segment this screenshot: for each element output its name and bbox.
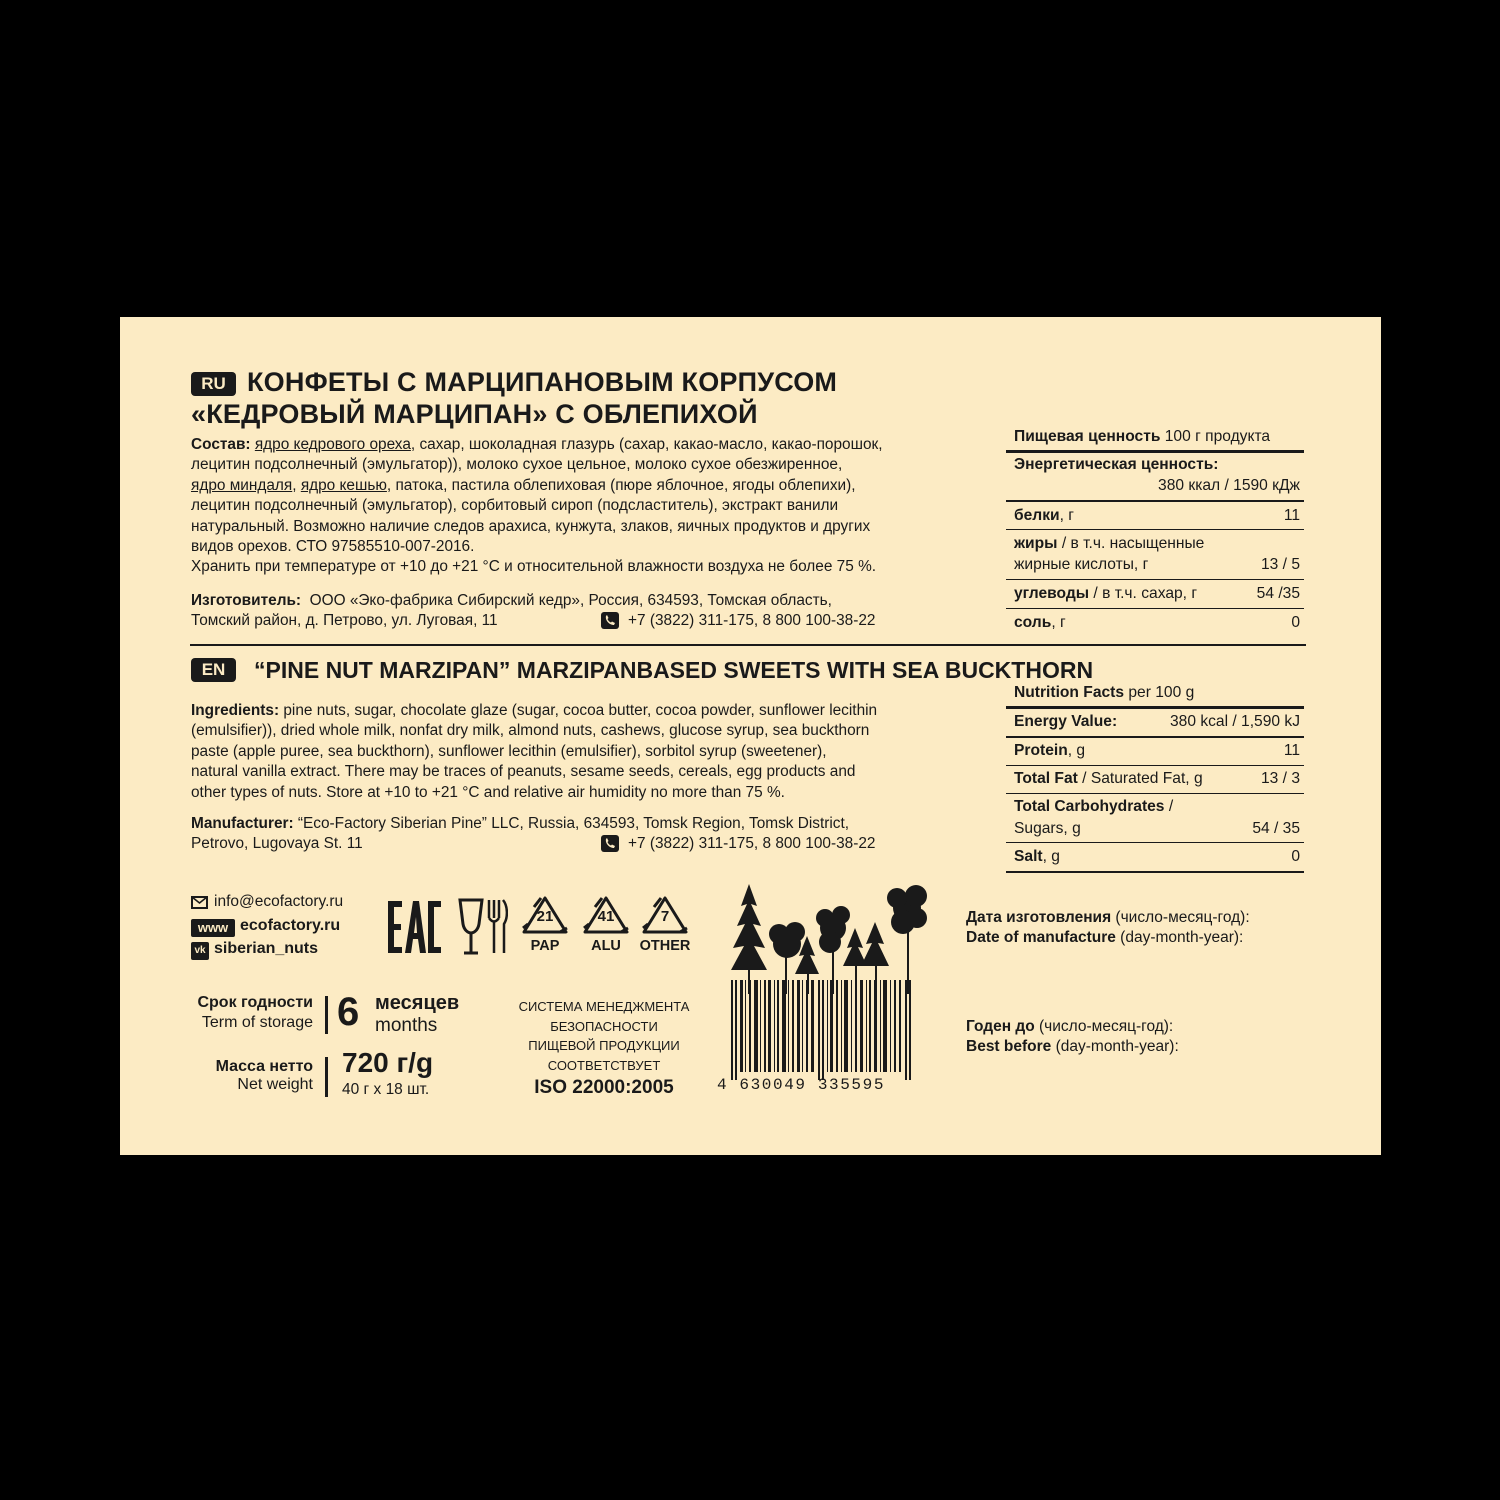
ru-composition-text: лецитин подсолнечный (эмульгатор), сорбитовый сироп (подсластитель), экстракт ванили xyxy=(191,497,839,515)
en-manufacturer-text: “Eco-Factory Siberian Pine” LLC, Russia, 634593, Tomsk Region, Tomsk District, xyxy=(293,815,850,832)
en-manufacturer-text: Petrovo, Lugovaya St. 11 xyxy=(191,835,363,853)
net-weight-divider xyxy=(325,1057,328,1097)
contact-social[interactable]: siberian_nuts xyxy=(214,940,319,957)
contact-website[interactable]: ecofactory.ru xyxy=(240,917,341,934)
barcode-digits: 4 630049 335595 xyxy=(717,1076,886,1094)
en-ingredients-text: natural vanilla extract. There may be traces of peanuts, sesame seeds, cereals, egg products and xyxy=(191,763,856,781)
ru-composition-text: , xyxy=(292,476,301,494)
forest-trees-icon xyxy=(717,884,937,994)
ru-protein-value: 11 xyxy=(1283,507,1300,524)
ru-language-badge: RU xyxy=(191,372,236,396)
ru-manufacturer-text: ООО «Эко-фабрика Сибирский кедр», Россия, 634593, Томская область, xyxy=(309,592,832,609)
best-before-label: Годен до (число-месяц-год): Best before (day-month-year): xyxy=(966,1018,1179,1055)
ru-composition xyxy=(191,435,991,578)
en-product-title: “PINE NUT MARZIPAN” MARZIPANBASED SWEETS WITH SEA BUCKTHORN xyxy=(254,657,1094,683)
en-ingredients-text: paste (apple puree, sea buckthorn), sunflower lecithin (emulsifier), sorbitol syrup (sweetener), xyxy=(191,742,827,760)
section-divider xyxy=(190,644,1306,646)
en-phone: +7 (3822) 311-175, 8 800 100-38-22 xyxy=(628,835,876,852)
en-ingredients-text: pine nuts, sugar, chocolate glaze (sugar, cocoa butter, cocoa powder, sunflower lecithin xyxy=(279,702,878,719)
en-ingredients-text: other types of nuts. Store at +10 to +21 °C and relative air humidity no more than 75 %. xyxy=(191,783,785,801)
ru-composition-text: лецитин подсолнечный (эмульгатор)), молоко сухое цельное, молоко сухое обезжиренное, xyxy=(191,456,843,474)
en-nutrition-table xyxy=(1006,682,1304,874)
ru-nutrition-table xyxy=(1006,425,1304,639)
forest-barcode xyxy=(717,884,937,1099)
en-fat-label: Total Fat / Saturated Fat, g xyxy=(1014,770,1203,787)
shelf-life-value: 6 xyxy=(337,990,360,1034)
en-carb-label-line2: Sugars, g xyxy=(1014,820,1081,837)
ru-allergen-almond: ядро миндаля xyxy=(191,476,293,494)
certification-text: БЕЗОПАСНОСТИ xyxy=(550,1018,658,1034)
shelf-life-label-en: Term of storage xyxy=(201,1014,313,1031)
recycle-label: OTHER xyxy=(639,938,691,954)
en-carb-value: 54 / 35 xyxy=(1252,820,1300,837)
ru-fat-label-line2: жирные кислоты, г xyxy=(1014,556,1149,573)
phone-icon xyxy=(601,612,619,629)
en-salt-value: 0 xyxy=(1291,848,1300,865)
ru-carb-value: 54 /35 xyxy=(1256,585,1300,602)
www-badge: www xyxy=(191,919,235,937)
eac-mark-icon xyxy=(386,899,443,955)
ru-phone: +7 (3822) 311-175, 8 800 100-38-22 xyxy=(628,612,876,629)
en-energy-label: Energy Value: xyxy=(1014,713,1118,730)
certification-text: СИСТЕМА МЕНЕДЖМЕНТА xyxy=(518,999,690,1014)
en-language-badge: EN xyxy=(191,658,236,682)
net-weight-value: 720 г/g xyxy=(342,1047,434,1078)
recycle-number: 21 xyxy=(536,908,554,925)
barcode-bars-icon xyxy=(731,980,913,1080)
en-fat-value: 13 / 3 xyxy=(1260,770,1300,787)
en-nutrition-header: Nutrition Facts per 100 g xyxy=(1014,684,1195,701)
mail-icon xyxy=(191,896,208,909)
recycle-symbol-paper xyxy=(520,895,570,957)
ru-carb-label: углеводы / в т.ч. сахар, г xyxy=(1014,585,1198,602)
ru-nutrition-header: Пищевая ценность 100 г продукта xyxy=(1014,428,1271,445)
iso-certification xyxy=(504,997,704,1098)
ru-fat-label: жиры / в т.ч. насыщенные xyxy=(1014,535,1205,552)
certification-text: ПИЩЕВОЙ ПРОДУКЦИИ xyxy=(528,1038,680,1053)
ru-allergen-pine: ядро кедрового ореха xyxy=(254,436,411,453)
recycle-label: PAP xyxy=(530,938,560,954)
vk-badge: vk xyxy=(191,942,209,960)
ru-manufacturer-text: Томский район, д. Петрово, ул. Луговая, 11 xyxy=(191,612,498,630)
ru-protein-label: белки, г xyxy=(1014,507,1074,524)
product-label xyxy=(120,317,1381,1155)
ru-fat-value: 13 / 5 xyxy=(1260,556,1300,573)
ru-composition-text: видов орехов. СТО 97585510-007-2016. xyxy=(191,538,475,556)
ru-product-title-line1: КОНФЕТЫ С МАРЦИПАНОВЫМ КОРПУСОМ xyxy=(247,367,838,397)
certification-text: СООТВЕТСТВУЕТ xyxy=(547,1057,661,1073)
ru-composition-text: натуральный. Возможно наличие следов арахиса, кунжута, злаков, яичных продуктов и других xyxy=(191,517,871,535)
en-ingredients-text: (emulsifier)), dried whole milk, nonfat dry milk, almond nuts, cashews, glucose syrup, sea buckthorn xyxy=(191,722,870,740)
iso-standard: ISO 22000:2005 xyxy=(534,1077,674,1098)
en-protein-label: Protein, g xyxy=(1014,742,1086,759)
contact-email[interactable]: info@ecofactory.ru xyxy=(214,893,344,910)
net-weight-label-en: Net weight xyxy=(237,1076,313,1093)
food-safe-glass-fork-icon xyxy=(456,898,508,956)
en-protein-value: 11 xyxy=(1283,742,1300,759)
shelf-life-unit-ru: месяцев xyxy=(375,992,460,1014)
manufacture-date-label: Дата изготовления (число-месяц-год): Date of manufacture (day-month-year): xyxy=(966,909,1250,946)
ru-salt-label: соль, г xyxy=(1014,614,1066,631)
en-manufacturer-label: Manufacturer: xyxy=(191,815,294,832)
en-carb-label: Total Carbohydrates / xyxy=(1014,798,1174,815)
recycle-label: ALU xyxy=(591,938,621,954)
ru-energy-label: Энергетическая ценность: xyxy=(1014,456,1219,473)
ru-composition-text: , патока, пастила облепиховая (пюре яблочное, ягоды облепихи), xyxy=(386,476,856,494)
shelf-life-label-ru: Срок годности xyxy=(197,994,313,1011)
recycle-number: 41 xyxy=(597,908,615,925)
en-energy-value: 380 kcal / 1,590 kJ xyxy=(1169,713,1300,730)
net-weight-pack: 40 г х 18 шт. xyxy=(342,1081,430,1098)
ru-product-title-line2: «КЕДРОВЫЙ МАРЦИПАН» С ОБЛЕПИХОЙ xyxy=(191,399,758,429)
ru-storage-conditions: Хранить при температуре от +10 до +21 °С и относительной влажности воздуха не более 75 %. xyxy=(191,558,877,576)
en-ingredients xyxy=(191,701,1001,803)
en-salt-label: Salt, g xyxy=(1014,848,1060,865)
ru-allergen-cashew: ядро кешью xyxy=(300,476,387,494)
phone-icon xyxy=(601,835,619,852)
shelf-life-divider xyxy=(325,996,328,1034)
recycle-symbol-other xyxy=(640,895,690,957)
ru-composition-text: , сахар, шоколадная глазурь (сахар, какао-масло, какао-порошок, xyxy=(410,436,883,453)
net-weight-label-ru: Масса нетто xyxy=(215,1058,313,1075)
shelf-life-unit-en: months xyxy=(375,1015,438,1036)
ru-energy-value: 380 ккал / 1590 кДж xyxy=(1158,477,1300,494)
recycle-symbol-aluminium xyxy=(581,895,631,957)
ru-salt-value: 0 xyxy=(1291,614,1300,631)
ru-composition-label: Состав: xyxy=(191,436,251,453)
recycle-number: 7 xyxy=(660,908,670,925)
ru-manufacturer-label: Изготовитель: xyxy=(191,592,302,609)
en-ingredients-label: Ingredients: xyxy=(191,702,280,719)
